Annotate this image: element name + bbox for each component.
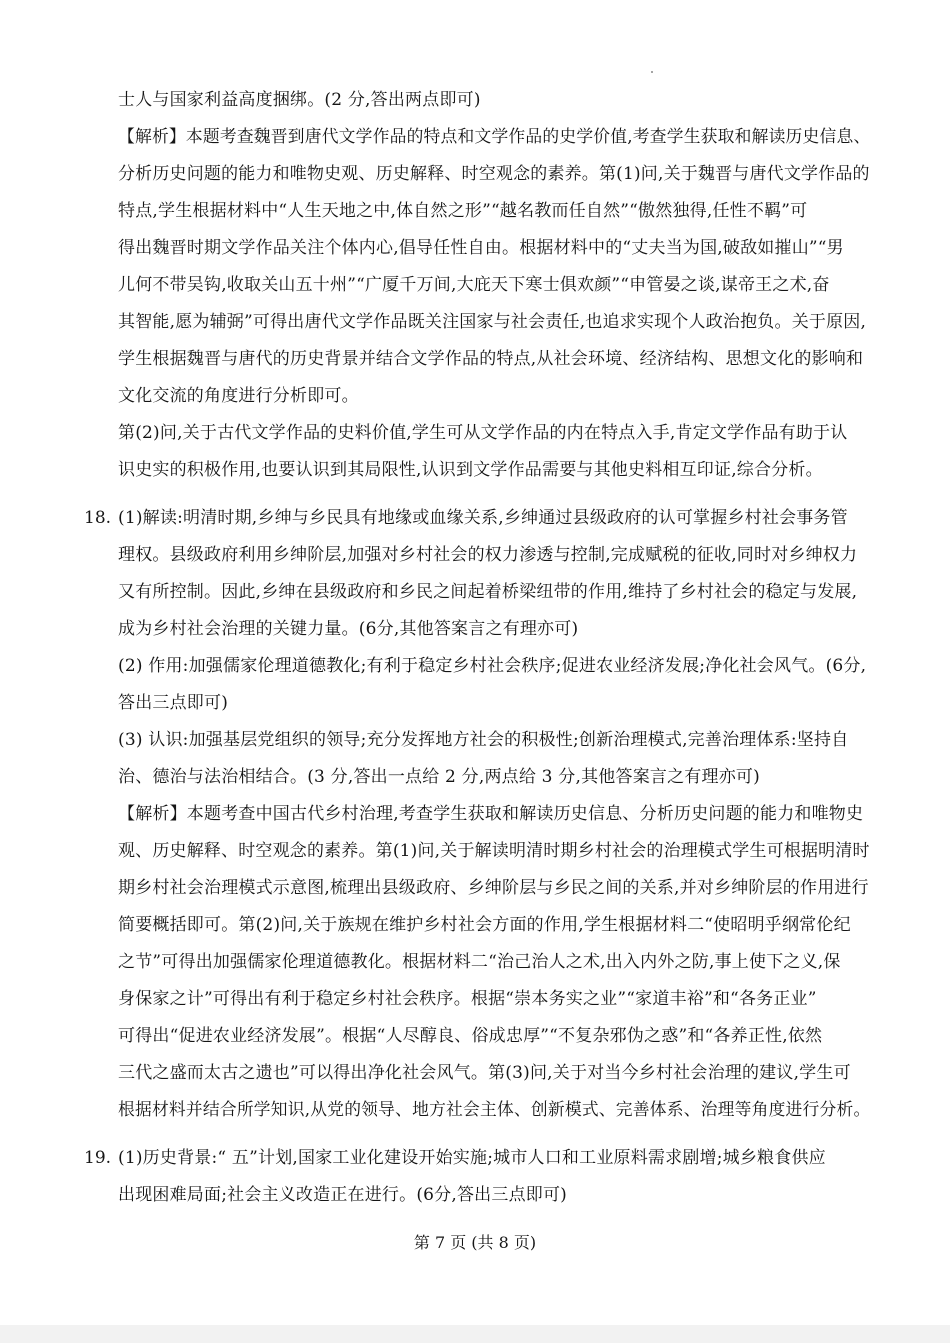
text-line: 文化交流的角度进行分析即可。 [118,386,359,406]
question-number: 19. [84,1148,112,1168]
text-line: 三代之盛而太古之遗也”可以得出净化社会风气。第(3)问,关于对当今乡村社会治理的建议,学生可 [118,1063,851,1083]
text-line: 学生根据魏晋与唐代的历史背景并结合文学作品的特点,从社会环境、经济结构、思想文化的影响和 [118,349,864,369]
text-line: 又有所控制。因此,乡绅在县级政府和乡民之间起着桥梁纽带的作用,维持了乡村社会的稳定与发展, [118,582,858,602]
text-line: (3) 认识:加强基层党组织的领导;充分发挥地方社会的积极性;创新治理模式,完善治理体系:坚持自 [118,730,849,750]
text-line: 治、德治与法治相结合。(3 分,答出一点给 2 分,两点给 3 分,其他答案言之有理亦可) [118,767,760,787]
text-line: 士人与国家利益高度捆绑。(2 分,答出两点即可) [118,90,481,110]
text-line: 之节”可得出加强儒家伦理道德教化。根据材料二“治己治人之术,出入内外之防,事上使下之义,保 [118,952,841,972]
page-footer: 第 7 页 (共 8 页) [413,1233,537,1252]
text-line: 理权。县级政府利用乡绅阶层,加强对乡村社会的权力渗透与控制,完成赋税的征收,同时对乡绅权力 [118,545,858,565]
text-line: 观、历史解释、时空观念的素养。第(1)问,关于解读明清时期乡村社会的治理模式学生可根据明清时 [118,841,870,861]
text-line: 【解析】本题考查中国古代乡村治理,考查学生获取和解读历史信息、分析历史问题的能力和唯物史 [118,804,864,824]
text-line: 出现困难局面;社会主义改造正在进行。(6分,答出三点即可) [118,1185,568,1205]
text-line: 得出魏晋时期文学作品关注个体内心,倡导任性自由。根据材料中的“丈夫当为国,破敌如摧山”“男 [118,238,844,258]
text-line: (1)解读:明清时期,乡绅与乡民具有地缘或血缘关系,乡绅通过县级政府的认可掌握乡村社会事务管 [118,508,848,528]
text-line: 可得出“促进农业经济发展”。根据“人尽醇良、俗成忠厚”“不复杂邪伪之惑”和“各养正性,依然 [118,1026,823,1046]
text-line: 其智能,愿为辅弼”可得出唐代文学作品既关注国家与社会责任,也追求实现个人政治抱负。关于原因, [118,312,867,332]
text-line: 简要概括即可。第(2)问,关于族规在维护乡村社会方面的作用,学生根据材料二“使昭明乎纲常伦纪 [118,915,851,935]
text-line: 识史实的积极作用,也要认识到其局限性,认识到文学作品需要与其他史料相互印证,综合分析。 [118,460,823,480]
text-line: 期乡村社会治理模式示意图,梳理出县级政府、乡绅阶层与乡民之间的关系,并对乡绅阶层的作用进行 [118,878,869,898]
text-line: 身保家之计”可得出有利于稳定乡村社会秩序。根据“崇本务实之业”“家道丰裕”和“各务正业” [118,989,817,1009]
text-line: 【解析】本题考查魏晋到唐代文学作品的特点和文学作品的史学价值,考查学生获取和解读历史信息、 [118,127,871,147]
text-line: 答出三点即可) [118,693,229,713]
text-line: 成为乡村社会治理的关键力量。(6分,其他答案言之有理亦可) [118,619,579,639]
text-line: 特点,学生根据材料中“人生天地之中,体自然之形”“越名教而任自然”“傲然独得,任性不羁”可 [118,201,808,221]
scan-edge [0,1325,950,1343]
question-number: 18. [84,508,112,528]
text-line: (1)历史背景:“ 五”计划,国家工业化建设开始实施;城市人口和工业原料需求剧增;城乡粮食供应 [118,1148,826,1168]
text-line: 根据材料并结合所学知识,从党的领导、地方社会主体、创新模式、完善体系、治理等角度进行分析。 [118,1100,871,1120]
scan-speck [651,71,653,73]
text-line: 儿何不带吴钩,收取关山五十州”“广厦千万间,大庇天下寒士俱欢颜”“申管晏之谈,谋帝王之术,奋 [118,275,830,295]
text-line: 第(2)问,关于古代文学作品的史料价值,学生可从文学作品的内在特点入手,肯定文学作品有助于认 [118,423,848,443]
text-line: 分析历史问题的能力和唯物史观、历史解释、时空观念的素养。第(1)问,关于魏晋与唐代文学作品的 [118,164,870,184]
text-line: (2) 作用:加强儒家伦理道德教化;有利于稳定乡村社会秩序;促进农业经济发展;净化社会风气。(6分, [118,656,867,676]
